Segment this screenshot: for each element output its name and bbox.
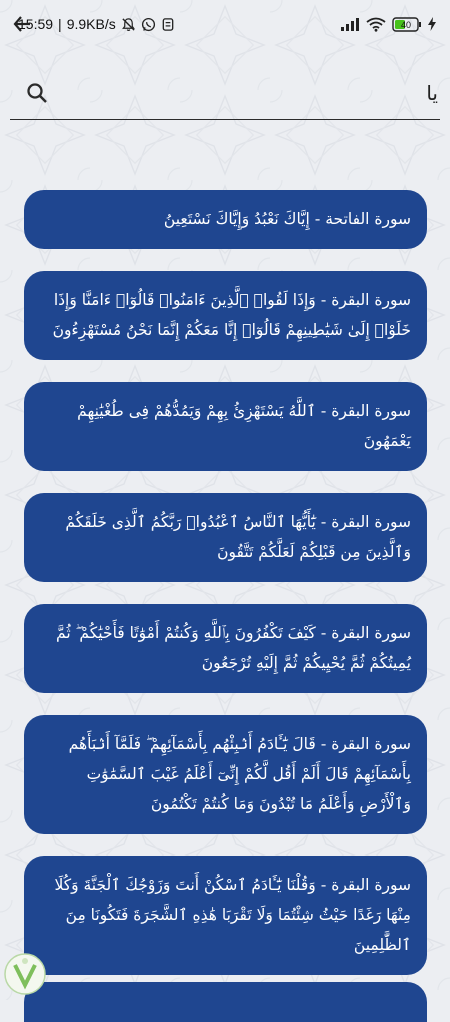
separator: - bbox=[309, 210, 326, 228]
surah-name: سورة البقرة bbox=[331, 402, 411, 420]
signal-icon bbox=[340, 17, 360, 31]
result-card[interactable] bbox=[24, 604, 427, 693]
whatsapp-icon bbox=[141, 17, 156, 32]
separator: - bbox=[315, 876, 332, 894]
bolt-icon bbox=[428, 17, 436, 31]
result-card[interactable] bbox=[24, 856, 427, 975]
network-speed: 9.9KB/s bbox=[66, 16, 116, 32]
results-list bbox=[24, 190, 427, 997]
status-divider: | bbox=[58, 16, 62, 32]
surah-name: سورة البقرة bbox=[331, 513, 411, 531]
status-time: 15:59 bbox=[18, 16, 54, 32]
result-card[interactable] bbox=[24, 715, 427, 834]
status-right bbox=[340, 17, 436, 32]
battery-icon bbox=[392, 17, 422, 32]
verse-text: كَيْفَ تَكْفُرُونَ بِٱللَّهِ وَكُنتُمْ أَمْوَٰتًا فَأَحْيَٰكُمْ ۖ ثُمَّ يُمِيتُكُمْ ثُمَّ يُحْيِيكُمْ ثُمَّ إِلَيْهِ تُرْجَعُونَ bbox=[56, 624, 411, 672]
message-icon bbox=[161, 17, 175, 32]
surah-name: سورة الفاتحة bbox=[325, 210, 411, 228]
verse-text: وَإِذَا لَقُوا۟ ٱلَّذِينَ ءَامَنُوا۟ قَالُوٓا۟ ءَامَنَّا وَإِذَا خَلَوْا۟ إِلَىٰ شَيَٰطِينِهِمْ قَالُوٓا۟ إِنَّا مَعَكُمْ إِنَّمَا نَحْنُ مُسْتَهْزِءُونَ bbox=[52, 291, 411, 339]
wifi-icon bbox=[366, 17, 386, 32]
verse-text: وَقُلْنَا يَٰٓـَٔادَمُ ٱسْكُنْ أَنتَ وَزَوْجُكَ ٱلْجَنَّةَ وَكُلَا مِنْهَا رَغَدًا حَيْثُ شِئْتُمَا وَلَا تَقْرَبَا هَٰذِهِ ٱلشَّجَرَةَ فَتَكُونَا مِنَ ٱلظَّٰلِمِينَ bbox=[54, 876, 411, 954]
separator: - bbox=[315, 402, 332, 420]
separator: - bbox=[315, 624, 332, 642]
result-card[interactable] bbox=[24, 271, 427, 360]
surah-name: سورة البقرة bbox=[331, 735, 411, 753]
result-card[interactable] bbox=[24, 493, 427, 582]
status-left bbox=[18, 16, 175, 32]
arrow-left-icon[interactable] bbox=[12, 14, 32, 34]
verse-text: يَٰٓأَيُّهَا ٱلنَّاسُ ٱعْبُدُوا۟ رَبَّكُمُ ٱلَّذِى خَلَقَكُمْ وَٱلَّذِينَ مِن قَبْلِكُمْ لَعَلَّكُمْ تَتَّقُونَ bbox=[65, 513, 411, 561]
status-bar bbox=[0, 0, 450, 48]
separator: - bbox=[315, 735, 332, 753]
surah-name: سورة البقرة bbox=[331, 291, 411, 309]
search-input[interactable] bbox=[60, 76, 438, 110]
separator: - bbox=[315, 291, 332, 309]
verse-text: إِيَّاكَ نَعْبُدُ وَإِيَّاكَ نَسْتَعِينُ bbox=[163, 210, 310, 228]
bell-off-icon bbox=[121, 17, 136, 32]
search-bar bbox=[10, 70, 440, 120]
surah-name: سورة البقرة bbox=[331, 624, 411, 642]
result-card[interactable] bbox=[24, 190, 427, 249]
separator: - bbox=[315, 513, 332, 531]
battery-level: 40 bbox=[400, 19, 412, 30]
result-card-partial[interactable] bbox=[24, 982, 427, 1022]
search-icon[interactable] bbox=[26, 82, 48, 104]
verse-text: ٱللَّهُ يَسْتَهْزِئُ بِهِمْ وَيَمُدُّهُمْ فِى طُغْيَٰنِهِمْ يَعْمَهُونَ bbox=[77, 402, 411, 450]
result-card[interactable] bbox=[24, 382, 427, 471]
surah-name: سورة البقرة bbox=[331, 876, 411, 894]
app-logo-icon bbox=[3, 952, 47, 996]
verse-text: قَالَ يَٰٓـَٔادَمُ أَنۢبِئْهُم بِأَسْمَآئِهِمْ ۖ فَلَمَّآ أَنۢبَأَهُم بِأَسْمَآئِهِمْ قَالَ أَلَمْ أَقُل لَّكُمْ إِنِّىٓ أَعْلَمُ غَيْبَ ٱلسَّمَٰوَٰتِ وَٱلْأَرْضِ وَأَعْلَمُ مَا تُبْدُونَ وَمَا كُنتُمْ تَكْتُمُونَ bbox=[68, 735, 411, 813]
